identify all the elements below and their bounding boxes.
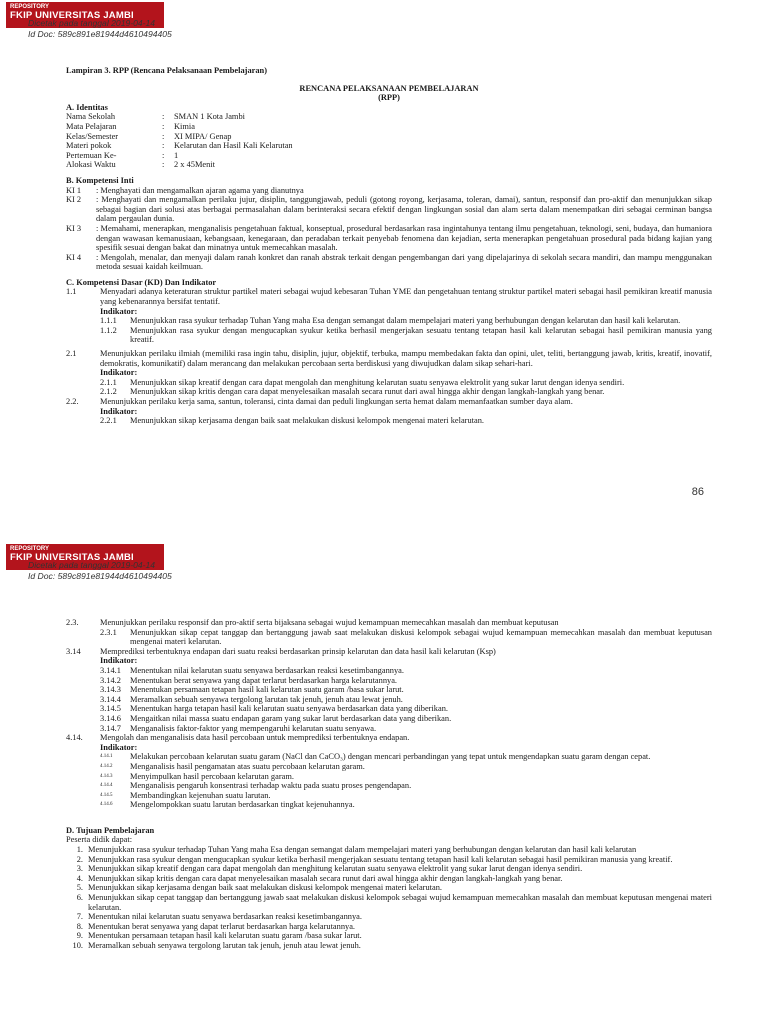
indikator-item-number: 4.14.1 <box>100 754 113 760</box>
tujuan-item-number: 10. <box>72 941 83 950</box>
indikator-label: Indikator: <box>100 742 138 752</box>
indikator-item-number: 4.14.4 <box>100 783 113 789</box>
tujuan-item <box>66 845 712 855</box>
indikator-item-text: Mengelompokkan suatu larutan berdasarkan tingkat kejenuhannya. <box>130 800 355 810</box>
indikator-item-number: 2.3.1 <box>100 627 117 637</box>
lampiran-heading: Lampiran 3. RPP (Rencana Pelaksanaan Pembelajaran) <box>66 66 267 75</box>
indikator-item-number: 2.2.1 <box>100 416 117 426</box>
university-label: FKIP UNIVERSITAS JAMBI <box>10 9 134 21</box>
indikator-item-text: Menganalisis faktor-faktor yang mempengaruhi kelarutan suatu senyawa. <box>130 723 377 733</box>
section-b-heading: B. Kompetensi Inti <box>66 175 134 185</box>
section-c-heading: C. Kompetensi Dasar (KD) Dan Indikator <box>66 277 217 287</box>
doc-title: RENCANA PELAKSANAAN PEMBELAJARAN <box>299 83 479 93</box>
indikator-label-row <box>66 743 712 753</box>
identitas-value: XI MIPA/ Genap <box>174 131 232 141</box>
tujuan-item <box>66 912 712 922</box>
indikator-item <box>66 724 712 734</box>
indikator-item-text: Menunjukkan sikap kreatif dengan cara dapat mengolah dan menghitung kelarutan suatu senyawa elektrolit yang sukar larut dengan idenya sendiri. <box>130 377 625 387</box>
tujuan-item <box>66 855 712 865</box>
ki-item <box>66 224 712 253</box>
tujuan-item-text: Menentukan persamaan tetapan hasil kali kelarutan suatu garam /basa sukar larut. <box>88 931 362 941</box>
indikator-item-text: Menunjukkan sikap cepat tanggap dan bertanggung jawab saat melakukan diskusi kelompok sebagai wujud kemampuan memecahkan masalah dan membuat keputusan mengenai materi kelarutan. <box>130 627 712 647</box>
page-1-content <box>66 66 712 426</box>
indikator-item <box>66 714 712 724</box>
identitas-list <box>66 112 712 170</box>
ki-item-number: KI 4 <box>66 252 82 262</box>
tujuan-item <box>66 941 712 951</box>
university-label: FKIP UNIVERSITAS JAMBI <box>10 551 134 563</box>
tujuan-item <box>66 931 712 941</box>
indikator-item-text: Menentukan persamaan tetapan hasil kali kelarutan suatu garam /basa sukar larut. <box>130 685 404 695</box>
tujuan-item-text: Menentukan berat senyawa yang dapat terlarut berdasarkan harga kelarutannya. <box>88 921 356 931</box>
identitas-value: SMAN 1 Kota Jambi <box>174 112 245 122</box>
kd-text: Menunjukkan perilaku kerja sama, santun, toleransi, cinta damai dan peduli lingkungan serta hemat dalam memanfaatkan sumber daya alam. <box>100 397 573 406</box>
indikator-item <box>66 704 712 714</box>
indikator-item <box>66 800 712 810</box>
doc-id: Id Doc: 589c891e81944d4610494405 <box>28 570 172 581</box>
kd-item <box>66 647 712 657</box>
tujuan-item-number: 7. <box>76 912 83 922</box>
identitas-colon: : <box>162 160 165 170</box>
tujuan-item-text: Menunjukkan rasa syukur dengan mengucapkan syukur ketika berhasil mengerjakan sesuatu tentang tetapan hasil kali kelarutan sebagai hasil pemikiran manusia yang kreatif. <box>88 854 673 864</box>
indikator-item-text: Menentukan harga tetapan hasil kali kelarutan suatu senyawa berdasarkan data yang diberikan. <box>130 704 448 714</box>
tujuan-item <box>66 893 712 912</box>
tujuan-item-text: Menentukan nilai kelarutan suatu senyawa berdasarkan reaksi kesetimbangannya. <box>88 912 362 922</box>
identitas-row <box>66 112 712 122</box>
tujuan-item <box>66 922 712 932</box>
kd-number: 1.1 <box>66 287 77 297</box>
tujuan-item-number: 1. <box>76 845 83 855</box>
repository-label: REPOSITORY <box>10 546 50 552</box>
indikator-item-text: Melakukan percobaan kelarutan suatu garam (NaCl dan CaCO₃) dengan mencari perbandingan yang tepat untuk mengendapkan suatu garam dengan cepat. <box>130 752 651 762</box>
indikator-list <box>66 378 712 397</box>
tujuan-item-number: 5. <box>76 883 83 893</box>
indikator-label-row <box>66 368 712 378</box>
tujuan-item-number: 6. <box>76 893 83 903</box>
section-a-heading: A. Identitas <box>66 102 108 112</box>
indikator-item-text: Menentukan nilai kelarutan suatu senyawa berdasarkan reaksi kesetimbangannya. <box>130 665 404 675</box>
tujuan-item <box>66 874 712 884</box>
indikator-item-text: Menganalisis hasil pengamatan atas suatu percobaan kelarutan garam. <box>130 761 365 771</box>
indikator-item <box>66 628 712 647</box>
document-page-2 <box>0 542 768 1024</box>
indikator-item-text: Menunjukkan sikap kerjasama dengan baik saat melakukan diskusi kelompok mengenai materi kelarutan. <box>130 416 484 426</box>
indikator-item-number: 4.14.3 <box>100 773 113 779</box>
ki-item <box>66 195 712 224</box>
identitas-value: 1 <box>174 150 179 160</box>
indikator-item-text: Menyimpulkan hasil percobaan kelarutan garam. <box>130 771 294 781</box>
indikator-item-number: 3.14.7 <box>100 723 121 733</box>
indikator-item-text: Mengaitkan nilai massa suatu endapan garam yang sukar larut berdasarkan data yang diberikan. <box>130 713 452 723</box>
indikator-item <box>66 676 712 686</box>
tujuan-item-text: Menunjukkan sikap kritis dengan cara dapat menyelesaikan masalah secara runut dari awal hingga akhir dengan langkah-langkah yang benar. <box>88 873 563 883</box>
indikator-label-row <box>66 307 712 317</box>
ki-item-text: : Menghayati dan mengamalkan ajaran agama yang dianutnya <box>96 185 304 195</box>
indikator-item <box>66 316 712 326</box>
indikator-label: Indikator: <box>100 306 138 316</box>
kd-text: Menyadari adanya keteraturan struktur partikel materi sebagai wujud kebesaran Tuhan YME dan pengetahuan tentang struktur partikel materi sebagai hasil pemikiran kreatif manusia yang kebenarannya bersifat tentatif. <box>100 287 712 307</box>
ki-item-text: : Memahami, menerapkan, menganalisis pengetahuan faktual, konseptual, prosedural berdasarkan rasa ingintahunya tentang ilmu pengetahuan, teknologi, seni, budaya, dan humaniora dengan wawasan kemanusiaan, kebangsaan, kenegaraan, dan peradaban terkait penyebab fenomena dan kejadian, serta menerapkan pengetahuan prosedural pada bidang kajian yang spesifik sesuai dengan bakat dan minatnya untuk memecahkan masalah. <box>96 223 712 253</box>
identitas-value: Kelarutan dan Hasil Kali Kelarutan <box>174 141 293 151</box>
kd-number: 4.14. <box>66 733 83 743</box>
indikator-item-number: 1.1.1 <box>100 316 117 326</box>
indikator-item <box>66 326 712 345</box>
identitas-row <box>66 122 712 132</box>
indikator-item <box>66 387 712 397</box>
indikator-item <box>66 666 712 676</box>
peserta-label: Peserta didik dapat: <box>66 835 133 845</box>
indikator-item-text: Menganalisis pengaruh konsentrasi terhadap waktu pada suatu proses pengendapan. <box>130 781 412 791</box>
print-meta <box>28 560 172 581</box>
identitas-row <box>66 151 712 161</box>
indikator-item-number: 4.14.2 <box>100 763 113 769</box>
indikator-item-number: 2.1.2 <box>100 387 117 397</box>
identitas-colon: : <box>162 141 165 151</box>
identitas-value: 2 x 45Menit <box>174 160 215 170</box>
section-d-heading: D. Tujuan Pembelajaran <box>66 825 155 835</box>
identitas-key: Alokasi Waktu <box>66 160 116 170</box>
kd-text: Memprediksi terbentuknya endapan dari suatu reaksi berdasarkan prinsip kelarutan dan data hasil kali kelarutan (Ksp) <box>100 646 496 656</box>
identitas-row <box>66 141 712 151</box>
page-2-content <box>66 618 712 951</box>
indikator-item <box>66 378 712 388</box>
tujuan-item-number: 9. <box>76 931 83 941</box>
print-meta <box>28 18 172 39</box>
identitas-colon: : <box>162 121 165 131</box>
ki-item-text: : Menghayati dan mengamalkan perilaku jujur, disiplin, tanggungjawab, peduli (gotong royong, kerjasama, toleran, damai), santun, responsif dan pro-aktif dan menunjukkan sikap sebagai bagian dari solusi atas berbagai permasalahan dalam berinteraksi secara efektif dengan lingkungan sosial dan alam serta dalam menempatkan diri sebagai cerminan bangsa dalam pergaulan dunia. <box>96 195 712 224</box>
tujuan-item-text: Menunjukkan sikap kerjasama dengan baik saat melakukan diskusi kelompok mengenai materi kelarutan. <box>88 883 442 893</box>
indikator-item-text: Menentukan berat senyawa yang dapat terlarut berdasarkan harga kelarutannya. <box>130 675 398 685</box>
ki-item-number: KI 3 <box>66 223 82 233</box>
indikator-label: Indikator: <box>100 368 138 378</box>
tujuan-item-text: Menunjukkan sikap kreatif dengan cara dapat mengolah dan menghitung kelarutan suatu senyawa elektrolit yang sukar larut dengan idenya sendiri. <box>88 864 583 874</box>
tujuan-item-number: 3. <box>76 864 83 874</box>
indikator-item <box>66 772 712 782</box>
indikator-item-text: Membandingkan kejenuhan suatu larutan. <box>130 790 271 800</box>
tujuan-item-number: 8. <box>76 921 83 931</box>
indikator-label-row <box>66 656 712 666</box>
page-gap <box>0 512 768 542</box>
identitas-colon: : <box>162 112 165 122</box>
identitas-key: Materi pokok <box>66 141 112 151</box>
indikator-label-row <box>66 407 712 417</box>
indikator-item-number: 3.14.6 <box>100 713 121 723</box>
kd-item <box>66 349 712 368</box>
identitas-colon: : <box>162 131 165 141</box>
indikator-label: Indikator: <box>100 406 138 416</box>
indikator-item <box>66 695 712 705</box>
kd-number: 2.3. <box>66 618 79 627</box>
indikator-list <box>66 628 712 647</box>
indikator-list <box>66 666 712 733</box>
doc-subtitle: (RPP) <box>378 93 400 103</box>
kd-item <box>66 287 712 306</box>
identitas-key: Pertemuan Ke- <box>66 150 117 160</box>
tujuan-item-text: Meramalkan sebuah senyawa tergolong larutan tak jenuh, jenuh atau lewat jenuh. <box>88 941 361 950</box>
ki-item <box>66 186 712 196</box>
kd-number: 2.2. <box>66 397 79 406</box>
indikator-item-number: 3.14.3 <box>100 685 121 695</box>
identitas-key: Mata Pelajaran <box>66 121 117 131</box>
kd-item <box>66 397 712 407</box>
ki-item-number: KI 2 <box>66 195 82 205</box>
identitas-value: Kimia <box>174 121 195 131</box>
indikator-item-number: 3.14.2 <box>100 675 121 685</box>
indikator-item-text: Menunjukkan sikap kritis dengan cara dapat menyelesaikan masalah secara runut dari awal hingga akhir dengan langkah-langkah yang benar. <box>130 387 605 397</box>
indikator-item <box>66 762 712 772</box>
indikator-label: Indikator: <box>100 656 138 666</box>
identitas-row <box>66 160 712 170</box>
kd-text: Menunjukkan perilaku responsif dan pro-aktif serta bijaksana sebagai wujud kemampuan memecahkan masalah dan membuat keputusan <box>100 618 559 627</box>
ki-item-text: : Mengolah, menalar, dan menyaji dalam ranah konkret dan ranah abstrak terkait dengan pengembangan dari yang dipelajarinya di sekolah secara mandiri, dan mampu menggunakan metoda sesuai kaidah keilmuan. <box>96 252 712 272</box>
kd-item <box>66 733 712 743</box>
print-date: Dicetak pada tanggal 2019-04-14 <box>28 560 156 570</box>
tujuan-item-number: 2. <box>76 854 83 864</box>
doc-id: Id Doc: 589c891e81944d4610494405 <box>28 28 172 39</box>
indikator-item <box>66 685 712 695</box>
tujuan-list <box>66 845 712 951</box>
identitas-key: Nama Sekolah <box>66 112 116 122</box>
tujuan-item-number: 4. <box>76 873 83 883</box>
tujuan-item <box>66 883 712 893</box>
indikator-item-text: Menunjukkan rasa syukur terhadap Tuhan Yang maha Esa dengan semangat dalam mempelajari materi yang berhubungan dengan kelarutan dan hasil kali kelarutan. <box>130 316 681 326</box>
indikator-item-text: Menunjukkan rasa syukur dengan mengucapkan syukur ketika berhasil mengerjakan sesuatu tentang tetapan hasil kali kelarutan sebagai hasil pemikiran manusia yang kreatif. <box>130 325 712 345</box>
identitas-key: Kelas/Semester <box>66 131 119 141</box>
indikator-item-number: 3.14.1 <box>100 665 121 675</box>
indikator-item <box>66 752 712 762</box>
indikator-item-number: 3.14.4 <box>100 694 121 704</box>
identitas-colon: : <box>162 150 165 160</box>
indikator-item <box>66 781 712 791</box>
indikator-item-number: 3.14.5 <box>100 704 121 714</box>
ki-list <box>66 186 712 272</box>
ki-item-number: KI 1 <box>66 185 82 195</box>
indikator-item-number: 1.1.2 <box>100 325 117 335</box>
print-date: Dicetak pada tanggal 2019-04-14 <box>28 18 156 28</box>
page-number: 86 <box>691 486 704 498</box>
kd-number: 3.14 <box>66 646 81 656</box>
kd-number: 2.1 <box>66 349 77 359</box>
indikator-item <box>66 791 712 801</box>
kd-item <box>66 618 712 628</box>
indikator-item-number: 4.14.5 <box>100 792 113 798</box>
identitas-row <box>66 132 712 142</box>
indikator-item-text: Meramalkan sebuah senyawa tergolong larutan tak jenuh, jenuh atau lewat jenuh. <box>130 694 403 704</box>
indikator-list <box>66 752 712 810</box>
indikator-list <box>66 416 712 426</box>
indikator-item <box>66 416 712 426</box>
indikator-list <box>66 316 712 345</box>
tujuan-item-text: Menunjukkan sikap cepat tanggap dan bertanggung jawab saat melakukan diskusi kelompok sebagai wujud kemampuan memecahkan masalah dan membuat keputusan mengenai materi kelarutan. <box>88 893 712 912</box>
tujuan-item-text: Menunjukkan rasa syukur terhadap Tuhan Yang maha Esa dengan semangat dalam mempelajari materi yang berhubungan dengan kelarutan dan hasil kali kelarutan <box>88 845 637 855</box>
repository-label: REPOSITORY <box>10 4 50 10</box>
indikator-item-number: 4.14.6 <box>100 802 113 808</box>
ki-item <box>66 253 712 272</box>
kd-text: Menunjukkan perilaku ilmiah (memiliki rasa ingin tahu, disiplin, jujur, objektif, terbuka, mampu membedakan fakta dan opini, ulet, teliti, bertanggung jawab, kritis, kreatif, inovatif, demokratis, komunikatif) dalam merancang dan melakukan percobaan serta berdiskusi yang diwujudkan dalam sikap sehari-hari. <box>100 349 712 368</box>
indikator-item-number: 2.1.1 <box>100 377 117 387</box>
kd-text: Mengolah dan menganalisis data hasil percobaan untuk memprediksi terbentuknya endapan. <box>100 733 410 743</box>
tujuan-item <box>66 864 712 874</box>
